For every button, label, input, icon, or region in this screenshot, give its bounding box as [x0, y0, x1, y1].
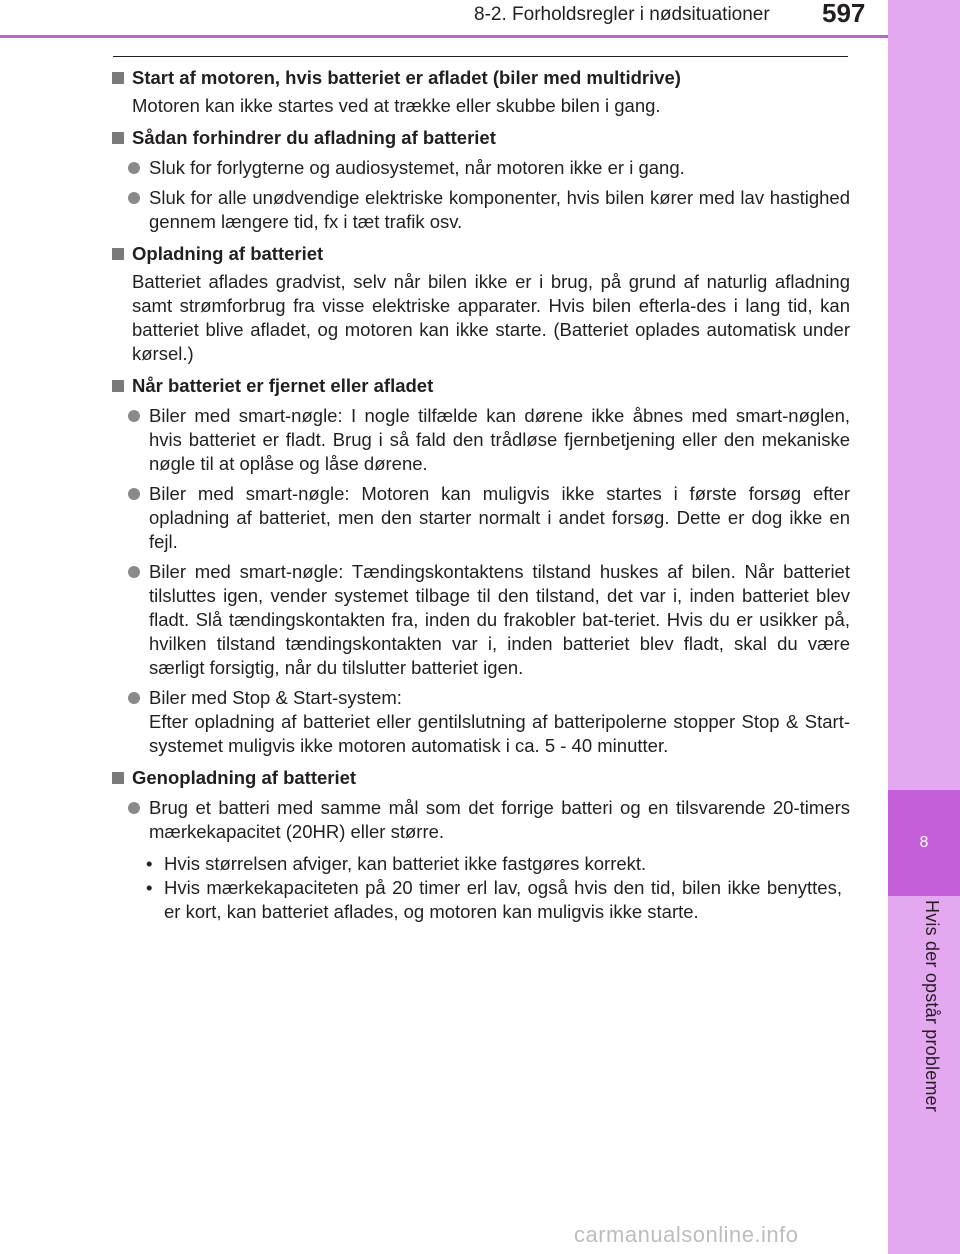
header-rule — [0, 35, 888, 38]
square-bullet-icon — [112, 72, 124, 84]
bullet-item: Sluk for forlygterne og audiosystemet, når motoren ikke er i gang. — [128, 156, 850, 180]
bullet-item: Brug et batteri med samme mål som det forrige batteri og en tilsvarende 20-timers mærkekapacitet (20HR) eller større. — [128, 796, 850, 844]
chapter-number: 8 — [919, 834, 929, 851]
watermark: carmanualsonline.info — [574, 1222, 799, 1247]
bullet-line: Efter opladning af batteriet eller gentilslutning af batteripolerne stopper Stop & Start-systemet muligvis ikke motoren automatisk i ca. 5 - 40 minutter. — [149, 711, 850, 756]
bullet-item: Biler med smart-nøgle: Tændingskontaktens tilstand huskes af bilen. Når batteriet tilsluttes igen, vender systemet tilbage til den tilstand, det var i, inden batteriet blev fladt. Slå tændingskontakten fra, inden du frakobler bat-teriet. Hvis du er usikker på, hvilken tilstand tændingskontakten var i, inden batteriet blev fladt, skal du være særligt forsigtig, når du tilslutter batteriet igen. — [128, 560, 850, 680]
section-title: Start af motoren, hvis batteriet er afladet (biler med multidrive) — [112, 66, 850, 90]
sub-item: • Hvis mærkekapaciteten på 20 timer erl lav, også hvis den tid, bilen ikke benyttes, er kort, kan batteriet aflades, og motoren kan muligvis ikke starte. — [146, 877, 842, 922]
content-top-rule — [113, 56, 848, 57]
round-bullet-icon — [128, 410, 140, 422]
bullet-line: Biler med Stop & Start-system: — [149, 687, 402, 708]
page-content — [112, 66, 850, 924]
small-dot-icon: • — [146, 853, 153, 874]
sub-item: • Hvis størrelsen afviger, kan batteriet ikke fastgøres korrekt. — [146, 853, 647, 874]
section-title: Genopladning af batteriet — [112, 766, 850, 790]
square-bullet-icon — [112, 772, 124, 784]
round-bullet-icon — [128, 162, 140, 174]
round-bullet-icon — [128, 192, 140, 204]
bullet-item: Biler med smart-nøgle: I nogle tilfælde kan dørene ikke åbnes med smart-nøglen, hvis batteriet er fladt. Brug i så fald den trådløse fjernbetjening eller den mekaniske nøgle til at oplåse og låse dørene. — [128, 404, 850, 476]
square-bullet-icon — [112, 248, 124, 260]
page-number: 597 — [822, 0, 866, 28]
round-bullet-icon — [128, 566, 140, 578]
bullet-item — [128, 686, 850, 758]
section-title: Når batteriet er fjernet eller afladet — [112, 374, 850, 398]
section-paragraph: Motoren kan ikke startes ved at trække eller skubbe bilen i gang. — [132, 95, 661, 116]
bullet-item: Biler med smart-nøgle: Motoren kan muligvis ikke startes i første forsøg efter opladning af batteriet, men den starter normalt i andet forsøg. Dette er dog ikke en fejl. — [128, 482, 850, 554]
bullet-item: Sluk for alle unødvendige elektriske komponenter, hvis bilen kører med lav hastighed gennem længere tid, fx i tæt trafik osv. — [128, 186, 850, 234]
section-header: 8-2. Forholdsregler i nødsituationer — [474, 4, 770, 25]
square-bullet-icon — [112, 132, 124, 144]
round-bullet-icon — [128, 802, 140, 814]
small-dot-icon: • — [146, 877, 153, 898]
square-bullet-icon — [112, 380, 124, 392]
round-bullet-icon — [128, 488, 140, 500]
chapter-side-label: Hvis der opstår problemer — [922, 900, 942, 1113]
chapter-number-box — [888, 790, 960, 896]
section-title: Opladning af batteriet — [112, 242, 850, 266]
round-bullet-icon — [128, 692, 140, 704]
section-title: Sådan forhindrer du afladning af batteriet — [112, 126, 850, 150]
section-paragraph: Batteriet aflades gradvist, selv når bilen ikke er i brug, på grund af naturlig afladning samt strømforbrug fra visse elektriske apparater. Hvis bilen efterla-des i lang tid, kan batteriet blive afladet, og motoren kan ikke starte. (Batteriet oplades automatisk under kørsel.) — [132, 271, 850, 364]
